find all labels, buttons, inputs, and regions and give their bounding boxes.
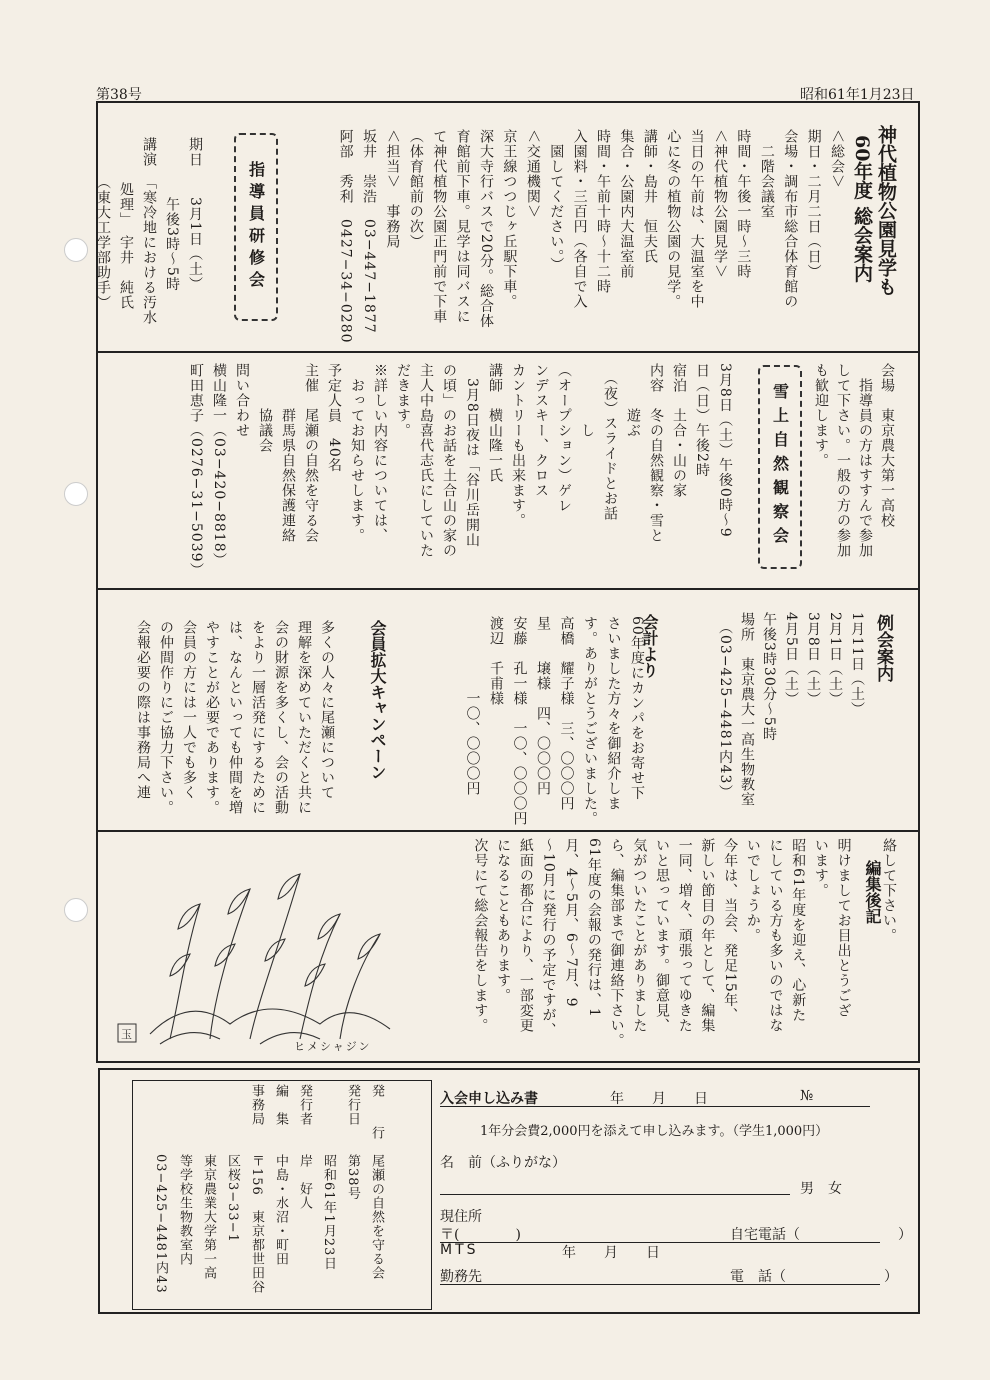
section-editor-note: [98, 832, 918, 1063]
ac-lines-line: 60年度にカンパをお寄せ下: [629, 616, 645, 801]
pb-lines-line: 昭和61年1月23日: [321, 1084, 336, 1271]
cp-lines-line: 会員の方には一人でも多く: [181, 620, 197, 800]
rm-lines-line: 3月8日（土）: [805, 612, 821, 707]
ac-lines-line: 渡辺 千甫様: [488, 616, 504, 706]
mts-label: MTS: [440, 1242, 479, 1258]
gm-lines-line: 京王線つつじヶ丘駅下車。: [501, 129, 518, 309]
sn-lines-line: 群馬県自然保護連絡: [280, 363, 296, 543]
gm-lines-line: 時間・午前十時〜十二時: [595, 129, 611, 294]
lt-lines-line: 処理」 宇井 純氏: [118, 137, 134, 310]
sn-lines-line: おってお知らせします。: [349, 363, 365, 543]
sn-lines-line: 問い合わせ: [234, 363, 250, 438]
section-general-meeting: [95, 103, 918, 353]
ed-lines-line: 明けましてお目出とうござ: [835, 838, 852, 1018]
gm-lines-line: 期日・二月二日（日）: [805, 129, 822, 279]
section-meetings-accounting: [98, 590, 918, 832]
sn-lines-line: 町田恵子（0276−31−5039）: [188, 363, 204, 578]
gm-lines-line: ＜総会＞: [829, 129, 845, 189]
snow-title: 雪上自然観察会: [770, 383, 790, 551]
postal-field[interactable]: 〒( ): [440, 1227, 521, 1243]
ed-lines-line: 一同、増々、頑張ってゆきた: [676, 838, 693, 1033]
work-phone-field[interactable]: 電 話（ ）: [730, 1269, 898, 1285]
fee-text: 1年分会費2,000円を添えて申し込みます。（学生1,000円）: [480, 1124, 829, 1139]
name-label: 名 前（ふりがな）: [440, 1155, 566, 1171]
sn-lines-line: 主催 尾瀬の自然を守る会: [303, 363, 319, 543]
cp-lines-line: をより一層活発にするために: [250, 620, 266, 815]
home-phone-field[interactable]: 自宅電話（ ）: [730, 1227, 912, 1243]
gm-lines-line: 深大寺行バスで20分。総合体: [478, 129, 494, 329]
divider: [440, 1106, 870, 1107]
gm-lines-line: （体育館前の次）: [407, 129, 424, 249]
regular-meeting-title: 例会案内: [873, 614, 893, 682]
pb-lines-line: 東京農業大学第一高: [201, 1084, 216, 1280]
pb-lines-line: 区桜3−33−1: [225, 1084, 240, 1243]
sn-lines-line: 主人中島喜代志氏にしていた: [418, 363, 434, 558]
name-field[interactable]: [440, 1194, 790, 1195]
sn-lines-line: 協議会: [257, 363, 273, 453]
sn-intro-line: も歓迎します。: [813, 363, 829, 468]
editor-title: 編集後記: [863, 860, 882, 924]
cp-lines-line: は、なんといっても仲間を増: [227, 620, 243, 815]
sn-lines-line: 遊ぶ: [625, 363, 641, 438]
lt-lines-line: 午後3時〜5時: [164, 137, 180, 292]
form-number[interactable]: №: [800, 1088, 814, 1104]
sn-lines-line: だきます。: [395, 363, 411, 438]
ed-lines-line: 新しい節目の年として、編集: [699, 838, 716, 1033]
membership-form-area: [98, 1068, 920, 1314]
illustration-caption: ヒメシャジン: [294, 1040, 372, 1053]
cp-lines-line: やすことが必要であります。: [204, 620, 220, 815]
sn-lines-line: （オープション）ゲレ: [556, 363, 572, 513]
pb-lines-line: 03−425−4481内43: [153, 1084, 168, 1294]
gm-lines-line: 当日の午前は、大温室を中: [688, 129, 705, 309]
rm-lines-line: 4月5日（土）: [783, 612, 799, 707]
training-title-box: [234, 133, 278, 321]
sn-lines-line: 3月8日（土）午後0時〜9: [717, 363, 733, 538]
gm-lines-line: 阿部 秀利 0427−34−0280: [337, 129, 354, 344]
binder-hole: [64, 238, 88, 262]
address-label: 現住所: [440, 1209, 482, 1225]
ed-lines-line: 気がついたことがありました: [631, 838, 648, 1033]
ed-lines-line: 月、4〜5月、6〜7月、9: [563, 838, 580, 1008]
mts-date[interactable]: 年 月 日: [562, 1245, 660, 1261]
sn-lines-line: 宿泊 土合・山の家: [671, 363, 687, 498]
sn-lines-line: （夜）スライドとお話: [602, 363, 618, 521]
address-field[interactable]: [440, 1242, 880, 1243]
ed-lines-line: にしている方も多いのではな: [767, 838, 784, 1033]
sn-lines-line: カントリーも出来ます。: [510, 363, 526, 528]
rm-lines-line: 場所 東京農大一高生物教室: [739, 612, 755, 807]
gm-lines-line: 講師・島井 恒夫氏: [641, 129, 658, 264]
cp-lines-line: の仲間作りにご協力下さい。: [158, 620, 174, 815]
gm-lines-line: 育館前下車。見学は同バスに: [454, 129, 471, 324]
lt-lines-line: （東大工学部助手）: [95, 137, 111, 310]
lt-lines-line: 期日 3月1日（土）: [187, 137, 203, 292]
rm-lines-line: 午後3時30分〜5時: [761, 612, 777, 742]
cp-lines-line: 会報必要の際は事務局へ連: [135, 620, 151, 800]
gm-lines-line: ＜交通機関＞: [524, 129, 541, 219]
gm-lines-line: 入園料・三百円（各自で入: [571, 129, 588, 309]
rm-lines-line: 2月1日（土）: [827, 612, 843, 707]
gm-lines-line: ＜担当＞ 事務局: [384, 129, 401, 249]
ed-lines-line: 昭和61年度を迎え、心新た: [790, 838, 807, 1023]
ac-lines-line: 星 壌様 四、〇〇〇円: [535, 616, 551, 796]
artist-seal-text: 玉: [121, 1028, 132, 1041]
pb-lines-line: 事務局 〒156 東京都世田谷: [249, 1084, 264, 1294]
gm-lines-line: て神代植物公園正門前で下車: [431, 129, 448, 324]
gm-lines-line: 集合・公園内大温室前: [618, 129, 635, 279]
gm-lines-line: 心に冬の植物公園の見学。: [665, 129, 682, 309]
section-snow-observation: [98, 353, 918, 590]
pb-lines-line: 発行日 第38号: [345, 1084, 360, 1201]
sn-lines-line: 日（日）午後2時: [694, 363, 710, 478]
cp-lines-line: 理解を深めていただくと共に: [296, 620, 312, 815]
issue-date: 昭和61年1月23日: [800, 87, 915, 103]
snow-title-box: [758, 365, 802, 569]
ac-lines-line: す。ありがとうございました。: [582, 616, 598, 826]
ac-lines-line: 高橋 耀子様 三、〇〇〇円: [558, 616, 575, 811]
form-date[interactable]: 年 月 日: [610, 1091, 708, 1107]
sn-intro-line: して下さい。一般の方の参加: [835, 363, 851, 558]
sn-lines-line: ンデスキー、クロス: [533, 363, 549, 498]
rm-lines-line: 1月11日（土）: [849, 612, 865, 717]
ac-lines-line: 一〇、〇〇〇円: [464, 616, 481, 796]
sn-lines-line: 講師 横山隆一氏: [487, 363, 503, 483]
ed-lines-line: 61年度の会報の発行は、1: [585, 838, 602, 1018]
gm-lines-line: 会場・調布市総合体育館の: [782, 129, 799, 309]
ed-lines-line: になることもあります。: [495, 838, 512, 1003]
ed-lines-line: 次号にて総会報告をします。: [472, 838, 489, 1033]
sn-lines-line: 横山隆一（03−420−8818）: [211, 363, 227, 568]
pb-lines-line: 発 行 尾瀬の自然を守る会: [369, 1084, 384, 1280]
accounting-title: 会計より: [640, 614, 659, 678]
training-title: 指導員研修会: [246, 161, 266, 293]
form-title: 入会申し込み書: [440, 1091, 538, 1107]
general-meeting-subtitle: 神代植物公園見学も: [875, 125, 897, 296]
general-meeting-title: 60年度 総会案内: [851, 135, 873, 283]
ed-lines-line: 紙面の都合により、一部変更: [517, 838, 534, 1033]
pb-lines-line: 編 集 中島・水沼・町田: [273, 1084, 288, 1266]
himeshajin-illustration: [110, 844, 410, 1059]
gm-lines-line: 時間・午後一時〜三時: [735, 129, 752, 279]
ed-lines-line: 今年は、当会、発足15年、: [722, 838, 739, 1023]
pb-lines-line: 発行者 岸 好人: [297, 1084, 312, 1210]
lt-lines-line: 講演 「寒冷地における汚水: [141, 137, 157, 325]
sn-lines-line: の頃」のお話を土合山の家の: [441, 363, 457, 558]
sn-intro-line: 会場 東京農大第一高校: [879, 363, 895, 528]
ed-lines-line: ら、編集部まで御連絡下さい。: [608, 838, 625, 1048]
gm-lines-line: ＜神代植物公園見学＞: [712, 129, 728, 279]
ed-lines-line: います。: [812, 838, 829, 898]
campaign-title: 会員拡大キャンペーン: [368, 620, 387, 780]
sn-lines-line: 予定人員 40名: [326, 363, 342, 473]
gender-options[interactable]: 男 女: [800, 1181, 842, 1197]
ed-lines-line: 絡して下さい。: [881, 838, 897, 943]
sn-lines-line: ※詳しい内容については、: [372, 363, 388, 543]
ac-lines-line: さいました方々を御紹介しま: [605, 616, 622, 811]
sn-lines-line: し: [579, 363, 595, 438]
ed-lines-line: いと思っています。御意見、: [654, 838, 670, 1033]
rm-lines-line: （03−425−4481内43）: [717, 612, 733, 800]
gm-lines-line: 園してください。）: [548, 129, 565, 272]
ed-lines-line: 〜10月に発行の予定ですが、: [540, 838, 557, 1038]
sn-lines-line: 3月8日夜は「谷川岳開山: [464, 363, 480, 548]
issue-number: 第38号: [96, 87, 142, 103]
ac-lines-line: 安藤 孔一様 一〇、〇〇〇円: [511, 616, 528, 826]
sn-intro-line: 指導員の方はすすんで参加: [857, 363, 873, 558]
cp-lines-line: 多くの人々に尾瀬について: [319, 620, 335, 800]
sn-lines-line: 内容 冬の自然観察・雪と: [648, 363, 664, 543]
work-label: 勤務先: [440, 1269, 482, 1285]
ed-lines-line: いでしょうか。: [744, 838, 761, 943]
binder-hole: [64, 482, 88, 506]
gm-lines-line: 坂井 崇浩 03−447−1877: [361, 129, 377, 334]
cp-lines-line: 会の財源を多くし、会の活動: [273, 620, 289, 815]
binder-hole: [64, 898, 88, 922]
gm-lines-line: 二階会議室: [758, 129, 775, 219]
pb-lines-line: 等学校生物教室内: [177, 1084, 192, 1266]
